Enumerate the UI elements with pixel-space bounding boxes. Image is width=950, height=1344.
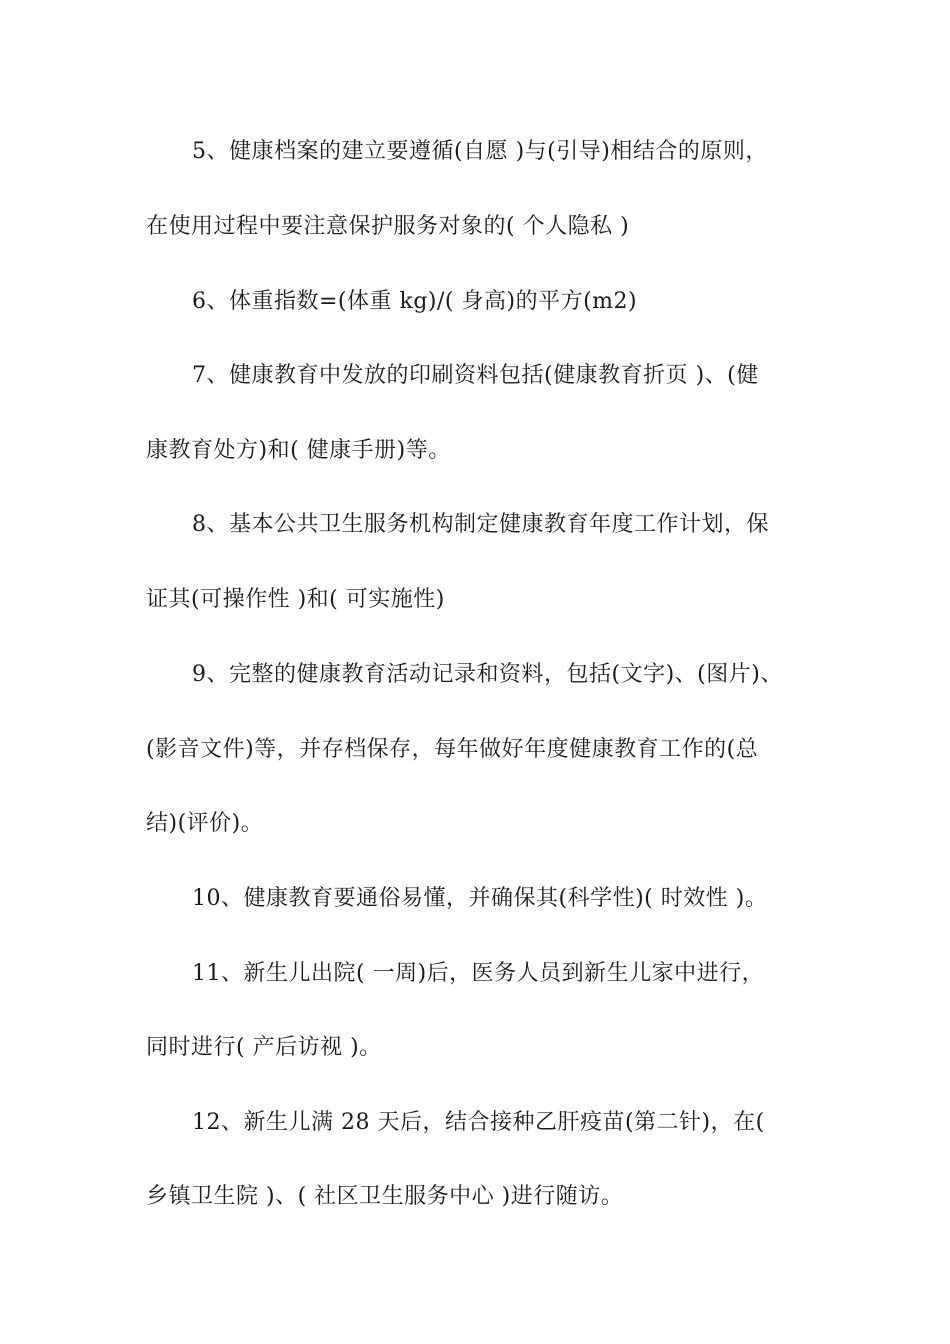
item-12-line-2: 乡镇卫生院 )、( 社区卫生服务中心 )进行随访。: [146, 1184, 624, 1209]
item-8-line-2: 证其(可操作性 )和( 可实施性): [146, 587, 445, 612]
item-5-line-2: 在使用过程中要注意保护服务对象的( 个人隐私 ): [146, 214, 630, 239]
item-6-line-1: 6、体重指数=(体重 kg)/( 身高)的平方(m2): [192, 289, 638, 314]
item-9-line-3: 结)(评价)。: [146, 811, 264, 836]
item-7-line-2: 康教育处方)和( 健康手册)等。: [146, 438, 451, 463]
item-11-line-1: 11、新生儿出院( 一周)后，医务人员到新生儿家中进行，: [192, 961, 765, 986]
item-8-line-1: 8、基本公共卫生服务机构制定健康教育年度工作计划，保: [192, 512, 769, 537]
item-9-line-1: 9、完整的健康教育活动记录和资料，包括(文字)、(图片)、: [192, 662, 783, 687]
item-7-line-1: 7、健康教育中发放的印刷资料包括(健康教育折页 )、(健: [192, 363, 759, 388]
item-10-line-1: 10、健康教育要通俗易懂，并确保其(科学性)( 时效性 )。: [192, 886, 768, 911]
item-11-line-2: 同时进行( 产后访视 )。: [146, 1035, 382, 1060]
item-12-line-1: 12、新生儿满 28 天后，结合接种乙肝疫苗(第二针)，在(: [192, 1110, 765, 1135]
item-9-line-2: (影音文件)等，并存档保存，每年做好年度健康教育工作的(总: [146, 737, 759, 762]
item-5-line-1: 5、健康档案的建立要遵循(自愿 )与(引导)相结合的原则，: [192, 139, 768, 164]
